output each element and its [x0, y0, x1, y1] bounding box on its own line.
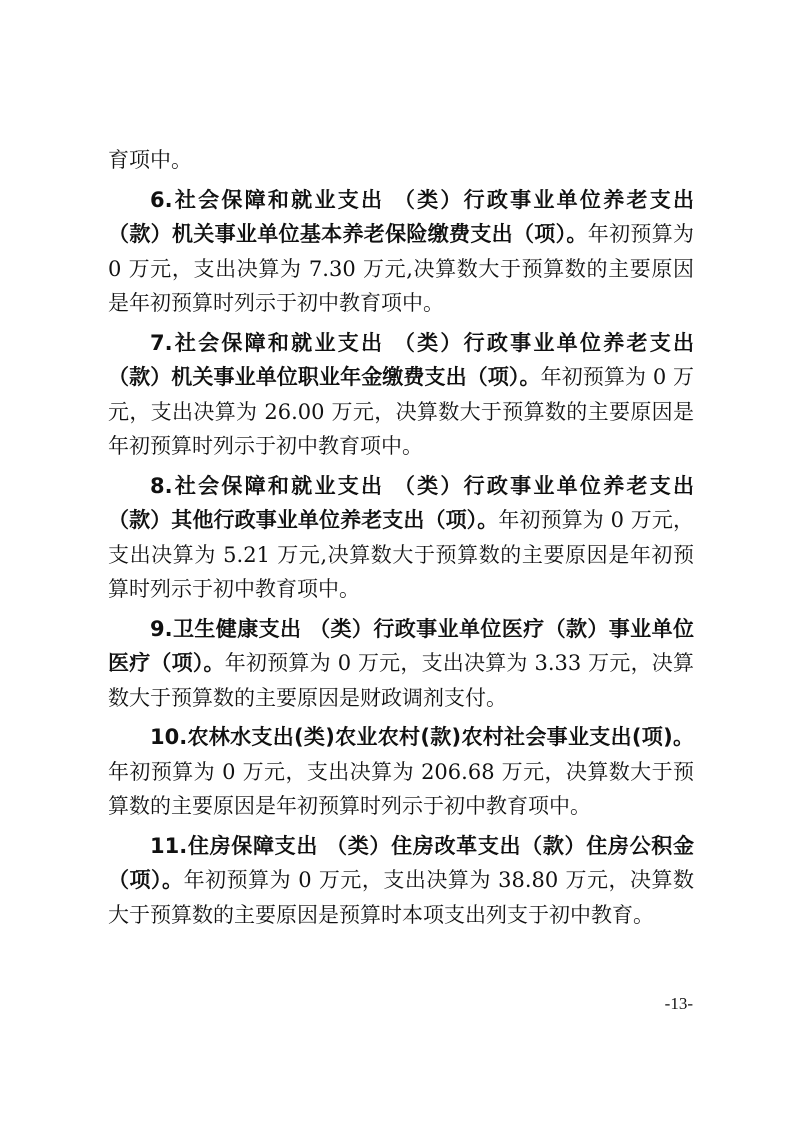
paragraph-continuation [108, 143, 694, 178]
paragraph-body: 年初预算为 0 万元，支出决算为 26.00 万元，决算数大于预算数的主要原因是年初预算时列示于初中教育项中。 [108, 365, 695, 458]
paragraph-body: 年初预算为 0 万元，支出决算为 5.21 万元,决算数大于预算数的主要原因是年初预算时列示于初中教育项中。 [108, 508, 694, 601]
paragraph-heading: 8.社会保障和就业支出 （类）行政事业单位养老支出（款）其他行政事业单位养老支出（项）。 [108, 473, 694, 532]
paragraph-body: 年初预算为 0 万元，支出决算为 206.68 万元，决算数大于预算数的主要原因是年初预算时列示于初中教育项中。 [108, 759, 694, 818]
paragraph-item-10 [108, 720, 694, 824]
paragraph-body: 年初预算为 0 万元，支出决算为 38.80 万元，决算数大于预算数的主要原因是预算时本项支出列支于初中教育。 [108, 868, 695, 927]
paragraph-heading: 9.卫生健康支出 （类）行政事业单位医疗（款）事业单位医疗（项）。 [108, 616, 694, 675]
paragraph-heading: 7.社会保障和就业支出 （类）行政事业单位养老支出（款）机关事业单位职业年金缴费支出（项）。 [108, 330, 694, 389]
paragraph-item-6 [108, 183, 694, 321]
paragraph-body: 年初预算为 0 万元，支出决算为 3.33 万元，决算数大于预算数的主要原因是财政调剂支付。 [108, 651, 694, 710]
paragraph-body: 育项中。 [108, 148, 192, 172]
paragraph-item-8 [108, 469, 694, 607]
paragraph-item-9 [108, 612, 694, 716]
paragraph-body: 年初预算为 0 万元，支出决算为 7.30 万元,决算数大于预算数的主要原因是年初预算时列示于初中教育项中。 [108, 222, 695, 315]
paragraph-item-7 [108, 326, 694, 464]
paragraph-heading: 10.农林水支出(类)农业农村(款)农村社会事业支出(项)。 [150, 725, 694, 749]
page-number: -13- [664, 994, 693, 1013]
document-body [108, 143, 694, 937]
paragraph-heading: 6.社会保障和就业支出 （类）行政事业单位养老支出（款）机关事业单位基本养老保险缴费支出（项）。 [108, 187, 694, 246]
paragraph-heading: 11.住房保障支出 （类）住房改革支出（款）住房公积金（项）。 [108, 833, 694, 892]
paragraph-item-11 [108, 829, 694, 933]
